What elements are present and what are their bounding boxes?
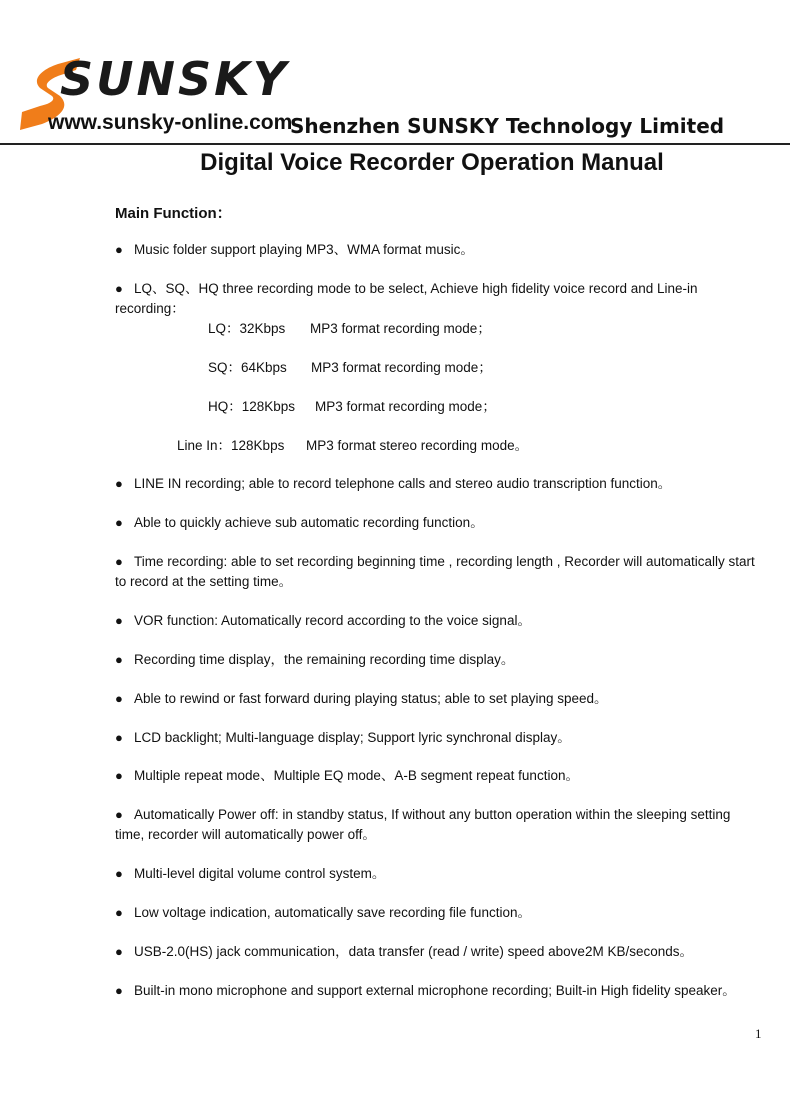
list-item-text: Time recording: able to set recording beginning time , recording length , Recorder will automatically start to record at the setting time。 — [115, 554, 755, 589]
recording-mode-row — [208, 358, 492, 378]
mode-label: LQ：32Kbps — [208, 321, 286, 336]
bullet-icon: ● — [115, 476, 123, 491]
list-item-text: Automatically Power off: in standby status, If without any button operation within the sleeping setting time, recorder will automatically power off。 — [115, 807, 731, 842]
list-item — [115, 650, 765, 670]
page-number: 1 — [755, 1026, 762, 1041]
bullet-icon: ● — [115, 983, 123, 998]
recording-mode-row — [177, 436, 528, 456]
list-item — [115, 728, 765, 748]
bullet-icon: ● — [115, 730, 123, 745]
bullet-icon: ● — [115, 905, 123, 920]
list-item-text: VOR function: Automatically record according to the voice signal。 — [134, 613, 531, 628]
list-item — [115, 474, 765, 494]
list-item — [115, 279, 765, 319]
bullet-icon: ● — [115, 691, 123, 706]
document-title: Digital Voice Recorder Operation Manual — [200, 149, 664, 176]
bullet-icon: ● — [115, 242, 123, 257]
company-name: Shenzhen SUNSKY Technology Limited — [290, 114, 725, 138]
mode-description: MP3 format recording mode； — [315, 399, 496, 414]
list-item-text: Multiple repeat mode、Multiple EQ mode、A-B segment repeat function。 — [134, 768, 579, 783]
list-item — [115, 903, 765, 923]
bullet-icon: ● — [115, 281, 123, 296]
list-item — [115, 240, 765, 260]
list-item — [115, 981, 765, 1001]
list-item-text: Able to rewind or fast forward during playing status; able to set playing speed。 — [134, 691, 608, 706]
list-item-text: LQ、SQ、HQ three recording mode to be select, Achieve high fidelity voice record and Line-in recording： — [115, 281, 698, 316]
list-item-text: Recording time display，the remaining recording time display。 — [134, 652, 515, 667]
recording-mode-row — [208, 397, 496, 417]
list-item — [115, 805, 755, 845]
bullet-icon: ● — [115, 944, 123, 959]
list-item — [115, 942, 765, 962]
list-item-text: Able to quickly achieve sub automatic recording function。 — [134, 515, 484, 530]
list-item-text: Low voltage indication, automatically save recording file function。 — [134, 905, 531, 920]
mode-description: MP3 format recording mode； — [310, 321, 491, 336]
list-item — [115, 611, 765, 631]
bullet-icon: ● — [115, 613, 123, 628]
list-item-text: Built-in mono microphone and support external microphone recording; Built-in High fidelity speaker。 — [134, 983, 736, 998]
mode-label: Line In：128Kbps — [177, 438, 285, 453]
website-url: www.sunsky-online.com — [48, 111, 293, 134]
list-item — [115, 689, 765, 709]
list-item — [115, 864, 765, 884]
bullet-icon: ● — [115, 515, 123, 530]
list-item-text: LCD backlight; Multi-language display; Support lyric synchronal display。 — [134, 730, 571, 745]
bullet-icon: ● — [115, 768, 123, 783]
mode-description: MP3 format recording mode； — [311, 360, 492, 375]
recording-mode-row — [208, 319, 491, 339]
list-item-text: Music folder support playing MP3、WMA format music。 — [134, 242, 474, 257]
header-rule — [0, 143, 790, 145]
bullet-icon: ● — [115, 652, 123, 667]
bullet-icon: ● — [115, 807, 123, 822]
list-item-text: Multi-level digital volume control system。 — [134, 866, 386, 881]
mode-label: SQ：64Kbps — [208, 360, 287, 375]
bullet-icon: ● — [115, 554, 123, 569]
mode-label: HQ：128Kbps — [208, 399, 296, 414]
sunsky-logo — [18, 52, 298, 142]
mode-description: MP3 format stereo recording mode。 — [306, 438, 529, 453]
list-item-text: LINE IN recording; able to record telephone calls and stereo audio transcription function。 — [134, 476, 672, 491]
list-item — [115, 552, 760, 592]
list-item — [115, 766, 765, 786]
list-item — [115, 513, 765, 533]
section-heading: Main Function： — [115, 205, 232, 222]
bullet-icon: ● — [115, 866, 123, 881]
list-item-text: USB-2.0(HS) jack communication，data transfer (read / write) speed above2M KB/seconds。 — [134, 944, 693, 959]
logo-wordmark: SUNSKY — [60, 52, 290, 106]
